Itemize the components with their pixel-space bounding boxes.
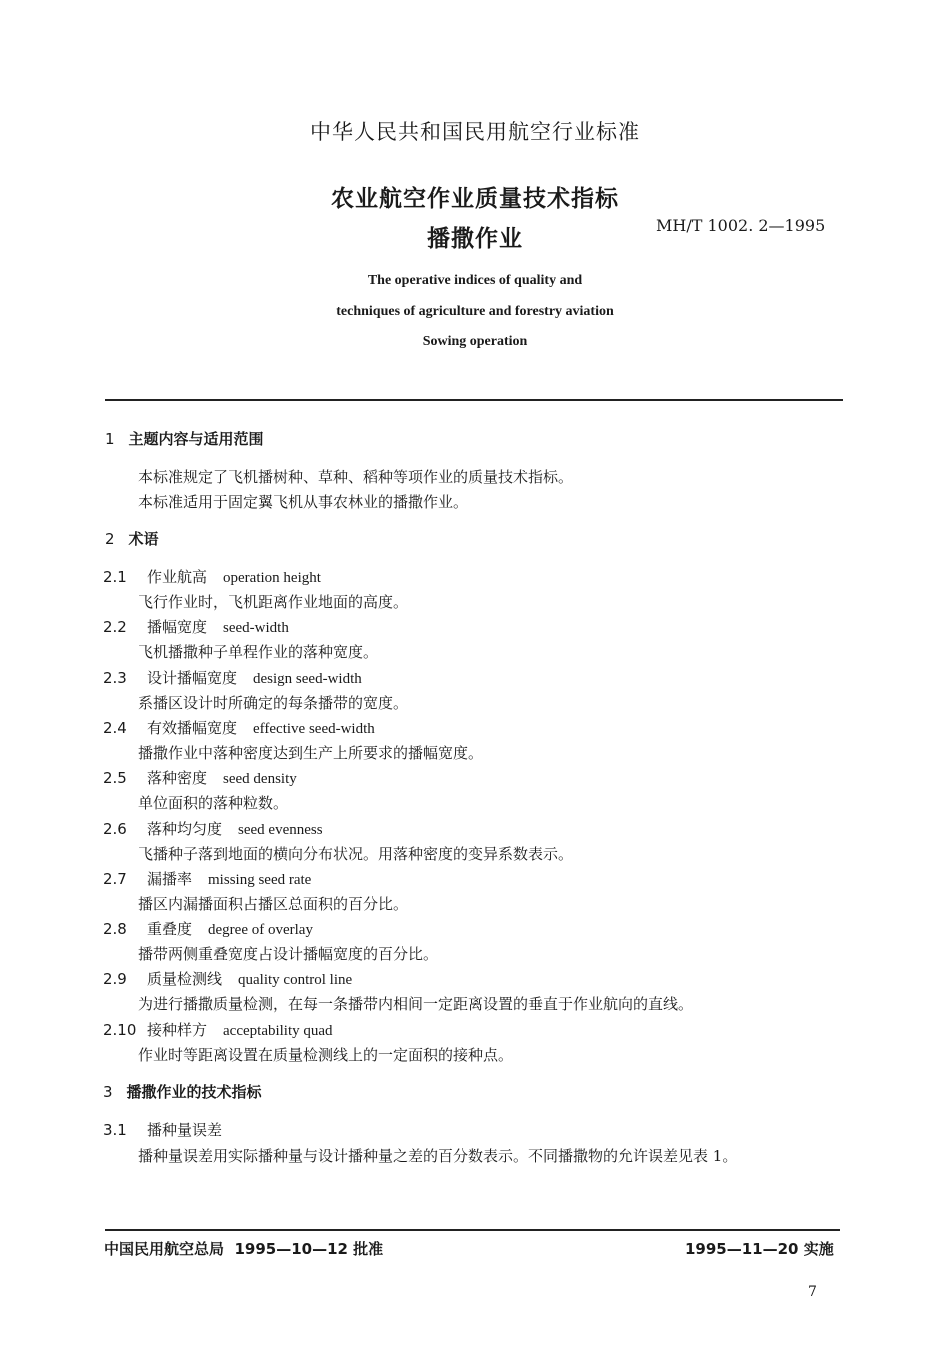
term-definition: 单位面积的落种粒数。 <box>138 794 289 813</box>
section-number: 1 <box>105 430 115 448</box>
term-definition: 系播区设计时所确定的每条播带的宽度。 <box>138 693 409 712</box>
english-title-line: Sowing operation <box>422 334 528 349</box>
term-english: seed density <box>223 771 297 788</box>
term-chinese: 作业航高 <box>147 568 208 586</box>
term-english: design seed-width <box>253 670 362 687</box>
paragraph: 本标准适用于固定翼飞机从事农林业的播撒作业。 <box>138 493 469 511</box>
term-heading <box>103 968 352 989</box>
header-divider <box>105 399 843 401</box>
document-title: 农业航空作业质量技术指标 <box>331 186 619 212</box>
standard-organization: 中华人民共和国民用航空行业标准 <box>310 120 640 144</box>
term-number: 2.1 <box>103 568 127 586</box>
approve-date: 1995—10—12 批准 <box>234 1240 384 1258</box>
term-number: 2.9 <box>103 970 127 989</box>
term-english: seed-width <box>223 620 289 637</box>
term-chinese: 播幅宽度 <box>147 618 208 637</box>
term-number: 2.2 <box>103 618 127 637</box>
term-heading <box>103 667 362 688</box>
term-number: 2.3 <box>103 668 127 687</box>
term-chinese: 有效播幅宽度 <box>147 718 238 737</box>
term-english: quality control line <box>238 972 353 989</box>
term-heading <box>103 767 297 788</box>
term-chinese: 接种样方 <box>147 1020 208 1039</box>
term-number: 2.7 <box>103 869 127 888</box>
subsection-number: 3.1 <box>103 1121 127 1139</box>
term-heading <box>103 616 289 637</box>
term-heading <box>103 818 323 839</box>
term-chinese: 落种均匀度 <box>147 819 223 838</box>
term-english: operation height <box>223 570 321 586</box>
section-heading <box>103 1081 262 1102</box>
footer-divider <box>105 1229 840 1231</box>
section-title: 播撒作业的技术指标 <box>126 1083 262 1101</box>
term-chinese: 重叠度 <box>147 920 193 939</box>
paragraph: 播种量误差用实际播种量与设计播种量之差的百分数表示。不同播撒物的允许误差见表 1。 <box>138 1147 738 1165</box>
term-chinese: 落种密度 <box>147 769 208 788</box>
term-heading <box>103 566 321 587</box>
term-english: degree of overlay <box>208 922 313 939</box>
term-chinese: 漏播率 <box>147 869 193 888</box>
term-english: seed evenness <box>238 821 323 838</box>
subsection-title: 播种量误差 <box>147 1121 223 1139</box>
approval-info <box>104 1238 383 1259</box>
english-title-line: techniques of agriculture and forestry aviation <box>336 304 614 319</box>
page-number: 7 <box>808 1284 817 1300</box>
term-chinese: 质量检测线 <box>147 970 223 989</box>
term-number: 2.10 <box>103 1020 137 1039</box>
term-heading <box>103 1019 333 1040</box>
standard-code: MH/T 1002. 2—1995 <box>656 216 826 235</box>
subsection-heading <box>103 1119 222 1140</box>
term-definition: 飞行作业时，飞机距离作业地面的高度。 <box>138 593 409 611</box>
term-number: 2.8 <box>103 920 127 939</box>
term-english: acceptability quad <box>223 1022 333 1039</box>
section-heading <box>105 528 159 549</box>
issuer: 中国民用航空总局 <box>104 1240 225 1258</box>
term-number: 2.4 <box>103 718 127 737</box>
section-title: 主题内容与适用范围 <box>128 430 264 448</box>
paragraph: 本标准规定了飞机播树种、草种、稻种等项作业的质量技术指标。 <box>138 468 574 486</box>
term-definition: 播区内漏播面积占播区总面积的百分比。 <box>138 894 409 913</box>
term-heading <box>103 918 313 939</box>
term-number: 2.5 <box>103 769 127 788</box>
section-title: 术语 <box>128 530 159 548</box>
effective-date: 1995—11—20 实施 <box>685 1240 834 1258</box>
document-subtitle: 播撒作业 <box>427 226 523 252</box>
term-english: effective seed-width <box>253 720 375 737</box>
term-definition: 飞播种子落到地面的横向分布状况。用落种密度的变异系数表示。 <box>138 844 574 863</box>
term-chinese: 设计播幅宽度 <box>147 668 238 687</box>
english-title-line: The operative indices of quality and <box>367 273 583 288</box>
term-heading <box>103 868 311 889</box>
term-definition: 为进行播撒质量检测，在每一条播带内相间一定距离设置的垂直于作业航向的直线。 <box>138 995 694 1014</box>
term-english: missing seed rate <box>208 871 312 888</box>
term-definition: 作业时等距离设置在质量检测线上的一定面积的接种点。 <box>138 1045 514 1064</box>
section-number: 3 <box>103 1083 113 1101</box>
section-number: 2 <box>105 530 115 548</box>
term-definition: 播带两侧重叠宽度占设计播幅宽度的百分比。 <box>138 945 439 964</box>
term-definition: 播撒作业中落种密度达到生产上所要求的播幅宽度。 <box>138 743 484 762</box>
term-definition: 飞机播撒种子单程作业的落种宽度。 <box>138 643 379 662</box>
section-heading <box>105 428 264 449</box>
term-heading <box>103 717 375 738</box>
term-number: 2.6 <box>103 819 127 838</box>
